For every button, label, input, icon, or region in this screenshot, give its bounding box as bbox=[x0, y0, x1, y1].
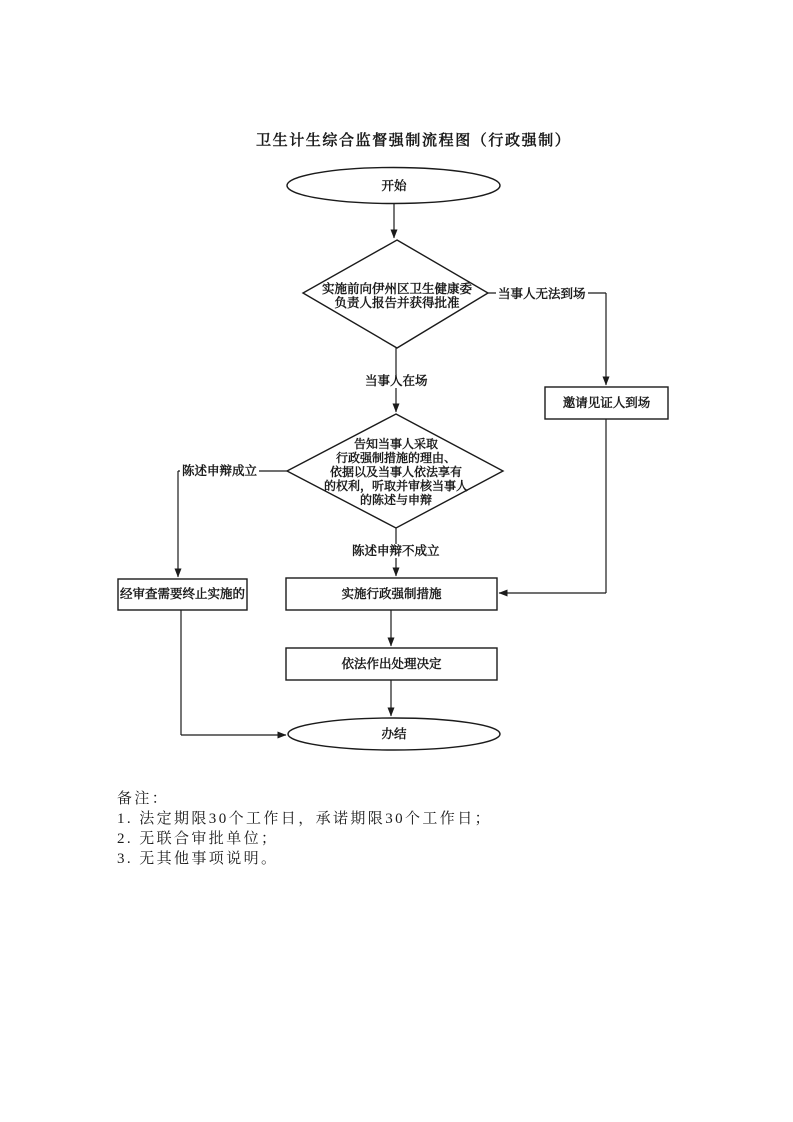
report-approval-label bbox=[306, 282, 488, 310]
notes-item-3: 3. 无其他事项说明。 bbox=[117, 851, 279, 867]
terminate-review-label: 经审查需要终止实施的 bbox=[119, 587, 245, 601]
end-label: 办结 bbox=[381, 727, 407, 741]
report-approval-line2: 负责人报告并获得批准 bbox=[334, 296, 460, 310]
inform-party-label bbox=[296, 437, 496, 507]
notes-item-2: 2. 无联合审批单位； bbox=[117, 831, 279, 847]
notes-heading: 备注： bbox=[117, 791, 170, 807]
page-title: 卫生计生综合监督强制流程图（行政强制） bbox=[256, 133, 572, 149]
inform-party-line4: 的权利，听取并审核当事人 bbox=[323, 479, 468, 493]
report-approval-line1: 实施前向伊州区卫生健康委 bbox=[321, 282, 472, 296]
edge-label-plea-not-established: 陈述申辩不成立 bbox=[352, 544, 440, 558]
inform-party-line5: 的陈述与申辩 bbox=[359, 493, 432, 507]
edge-label-plea-established: 陈述申辩成立 bbox=[182, 464, 258, 478]
edge-label-party-absent: 当事人无法到场 bbox=[498, 287, 586, 301]
make-decision-label: 依法作出处理决定 bbox=[341, 657, 442, 671]
invite-witness-label: 邀请见证人到场 bbox=[562, 396, 651, 410]
implement-measure-label: 实施行政强制措施 bbox=[341, 587, 442, 601]
inform-party-line3: 依据以及当事人依法享有 bbox=[329, 465, 462, 479]
start-label: 开始 bbox=[381, 179, 407, 193]
inform-party-line1: 告知当事人采取 bbox=[353, 437, 438, 451]
edge-label-party-present: 当事人在场 bbox=[365, 374, 428, 388]
notes-block bbox=[117, 789, 492, 869]
inform-party-line2: 行政强制措施的理由、 bbox=[335, 451, 456, 465]
notes-item-1: 1. 法定期限30个工作日，承诺期限30个工作日； bbox=[117, 811, 493, 827]
